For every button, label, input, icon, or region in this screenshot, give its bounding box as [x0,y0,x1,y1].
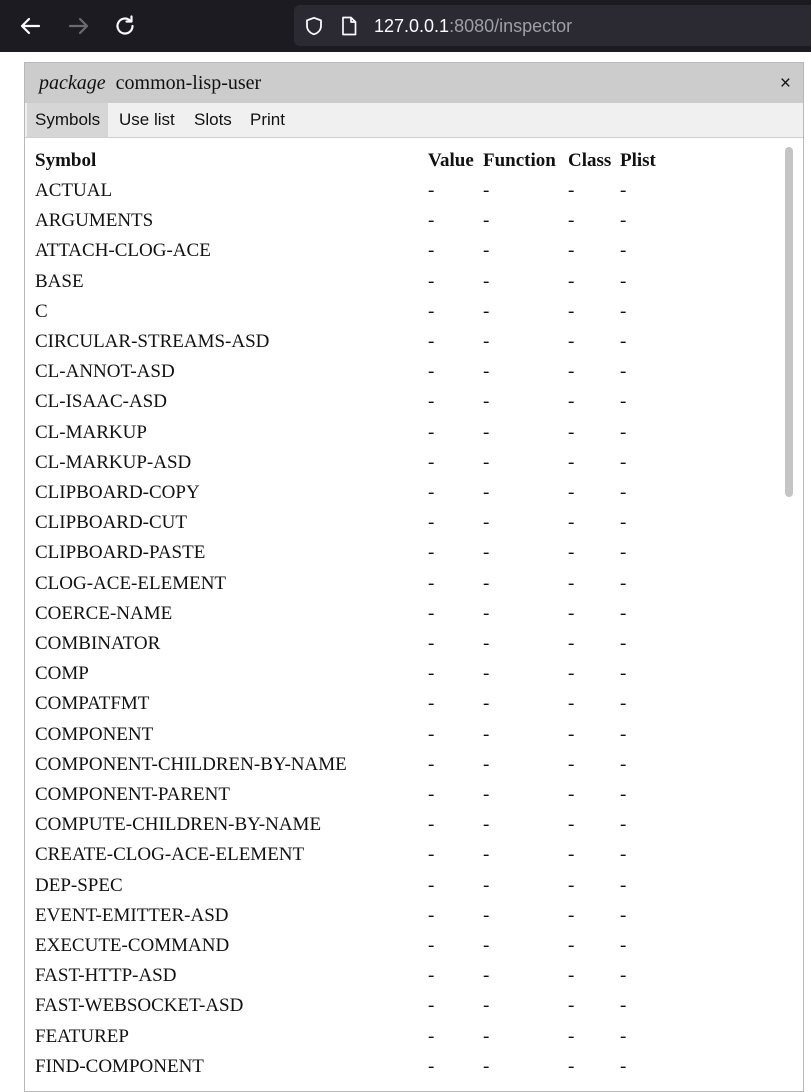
symbol-name[interactable]: COMPONENT [35,723,154,745]
value-cell: - [428,361,435,383]
function-cell: - [483,965,490,987]
symbol-name[interactable]: COERCE-NAME [35,602,173,624]
close-icon[interactable]: × [779,73,791,94]
symbol-name[interactable]: CLIPBOARD-COPY [35,482,200,503]
table-row[interactable] [25,357,785,387]
class-cell: - [568,542,575,564]
function-cell: - [483,904,490,926]
tab-bar [25,103,803,138]
table-row[interactable] [25,538,785,568]
class-cell: - [568,482,575,503]
browser-toolbar [0,0,811,52]
symbol-name[interactable]: FIND-COMPONENT [35,1055,204,1077]
function-cell: - [483,572,490,594]
symbol-name[interactable]: CLOG-ACE-ELEMENT [35,572,227,594]
symbol-name[interactable]: COMBINATOR [35,633,161,654]
value-cell: - [428,210,435,232]
url-text[interactable] [374,15,572,37]
url-host: 127.0.0.1 [374,16,450,36]
inspector-title [39,71,261,95]
symbol-name[interactable]: BASE [35,270,84,292]
symbol-name[interactable]: FAST-WEBSOCKET-ASD [35,995,244,1017]
function-cell: - [483,753,490,775]
plist-cell: - [620,240,627,262]
plist-cell: - [620,542,627,564]
column-header-symbol: Symbol [35,150,97,171]
symbol-name[interactable]: DEP-SPEC [35,874,123,896]
table-row[interactable] [25,931,785,961]
class-cell: - [568,572,575,594]
plist-cell: - [620,693,627,715]
table-row[interactable] [25,689,785,719]
value-cell: - [428,1025,435,1047]
plist-cell: - [620,1055,627,1077]
table-row[interactable] [25,991,785,1021]
plist-cell: - [620,331,627,352]
tab-use-list[interactable]: Use list [119,110,175,129]
class-cell: - [568,451,575,473]
table-row[interactable] [25,508,785,538]
table-row[interactable] [25,659,785,689]
symbol-name[interactable]: CL-MARKUP-ASD [35,451,192,473]
class-cell: - [568,602,575,624]
table-row[interactable] [25,599,785,629]
function-cell: - [483,391,490,413]
plist-cell: - [620,814,627,836]
table-row[interactable] [25,569,785,599]
plist-cell: - [620,965,627,987]
plist-cell: - [620,844,627,866]
class-cell: - [568,995,575,1017]
class-cell: - [568,1025,575,1047]
address-bar[interactable] [294,5,811,46]
title-keyword: package [39,72,106,94]
symbol-name[interactable]: CLIPBOARD-PASTE [35,542,206,564]
symbol-name[interactable]: ATTACH-CLOG-ACE [35,240,211,262]
value-cell: - [428,814,435,836]
value-cell: - [428,844,435,866]
function-cell: - [483,935,490,956]
symbol-name[interactable]: FEATUREP [35,1025,129,1047]
value-cell: - [428,512,435,534]
function-cell: - [483,270,490,292]
column-header-plist: Plist [620,150,656,171]
function-cell: - [483,602,490,624]
table-row[interactable] [25,871,785,901]
symbol-name[interactable]: COMP [35,663,89,685]
symbol-name[interactable]: COMPUTE-CHILDREN-BY-NAME [35,814,322,836]
symbol-name[interactable]: CL-ANNOT-ASD [35,361,175,383]
value-cell: - [428,482,435,503]
function-cell: - [483,663,490,685]
symbol-name[interactable]: CREATE-CLOG-ACE-ELEMENT [35,844,305,866]
table-row[interactable] [25,629,785,659]
table-row[interactable] [25,961,785,991]
class-cell: - [568,1055,575,1077]
plist-cell: - [620,904,627,926]
plist-cell: - [620,300,627,322]
tab-print[interactable]: Print [250,110,285,129]
symbol-name[interactable]: C [35,300,48,322]
tab-slots[interactable]: Slots [194,110,232,129]
value-cell: - [428,542,435,564]
table-row[interactable] [25,901,785,931]
value-cell: - [428,421,435,443]
value-cell: - [428,270,435,292]
value-cell: - [428,451,435,473]
class-cell: - [568,965,575,987]
class-cell: - [568,391,575,413]
value-cell: - [428,904,435,926]
plist-cell: - [620,482,627,503]
table-row[interactable] [25,750,785,780]
class-cell: - [568,693,575,715]
class-cell: - [568,814,575,836]
class-cell: - [568,240,575,262]
function-cell: - [483,542,490,564]
value-cell: - [428,180,435,201]
plist-cell: - [620,572,627,594]
plist-cell: - [620,1025,627,1047]
value-cell: - [428,935,435,956]
symbol-name[interactable]: CL-MARKUP [35,421,147,443]
table-row[interactable] [25,780,785,810]
plist-cell: - [620,602,627,624]
function-cell: - [483,451,490,473]
class-cell: - [568,663,575,685]
table-row[interactable] [25,176,785,206]
inspector-window [24,62,804,1092]
function-cell: - [483,361,490,383]
symbol-name[interactable]: EVENT-EMITTER-ASD [35,904,229,926]
value-cell: - [428,572,435,594]
plist-cell: - [620,391,627,413]
plist-cell: - [620,935,627,956]
table-row[interactable] [25,448,785,478]
value-cell: - [428,723,435,745]
symbol-name[interactable]: ARGUMENTS [35,210,154,232]
symbol-name[interactable]: EXECUTE-COMMAND [35,935,230,956]
function-cell: - [483,240,490,262]
class-cell: - [568,844,575,866]
class-cell: - [568,935,575,956]
table-row[interactable] [25,327,785,357]
table-row[interactable] [25,720,785,750]
plist-cell: - [620,180,627,201]
symbol-name[interactable]: CIRCULAR-STREAMS-ASD [35,331,270,352]
class-cell: - [568,270,575,292]
function-cell: - [483,512,490,534]
page-icon[interactable] [340,16,358,41]
plist-cell: - [620,210,627,232]
class-cell: - [568,723,575,745]
class-cell: - [568,300,575,322]
function-cell: - [483,814,490,836]
function-cell: - [483,331,490,352]
table-row[interactable] [25,1052,785,1082]
tab-symbols[interactable]: Symbols [27,103,108,137]
column-header-function: Function [483,150,556,171]
symbol-name[interactable]: COMPATFMT [35,693,150,715]
class-cell: - [568,180,575,201]
plist-cell: - [620,663,627,685]
forward-arrow-icon[interactable] [64,12,92,40]
function-cell: - [483,421,490,443]
symbol-name[interactable]: FAST-HTTP-ASD [35,965,177,987]
function-cell: - [483,1025,490,1047]
value-cell: - [428,602,435,624]
value-cell: - [428,1055,435,1077]
value-cell: - [428,391,435,413]
value-cell: - [428,965,435,987]
class-cell: - [568,904,575,926]
value-cell: - [428,240,435,262]
function-cell: - [483,1055,490,1077]
reload-icon[interactable] [111,12,139,40]
value-cell: - [428,874,435,896]
table-row[interactable] [25,267,785,297]
value-cell: - [428,331,435,352]
table-row[interactable] [25,206,785,236]
plist-cell: - [620,995,627,1017]
table-row[interactable] [25,478,785,508]
class-cell: - [568,784,575,805]
table-row[interactable] [25,840,785,870]
symbol-name[interactable]: COMPONENT-CHILDREN-BY-NAME [35,753,347,775]
symbols-table [25,139,803,1091]
table-header [25,146,785,176]
plist-cell: - [620,361,627,383]
scrollbar-thumb[interactable] [785,147,793,497]
value-cell: - [428,633,435,654]
plist-cell: - [620,451,627,473]
function-cell: - [483,723,490,745]
table-row[interactable] [25,1022,785,1052]
function-cell: - [483,300,490,322]
plist-cell: - [620,421,627,443]
table-row[interactable] [25,810,785,840]
table-row[interactable] [25,236,785,266]
symbol-name[interactable]: CL-ISAAC-ASD [35,391,167,413]
class-cell: - [568,753,575,775]
title-package-name: common-lisp-user [115,72,262,94]
plist-cell: - [620,512,627,534]
class-cell: - [568,421,575,443]
table-row[interactable] [25,418,785,448]
symbol-name[interactable]: CLIPBOARD-CUT [35,512,188,534]
value-cell: - [428,300,435,322]
class-cell: - [568,210,575,232]
plist-cell: - [620,723,627,745]
value-cell: - [428,693,435,715]
class-cell: - [568,512,575,534]
function-cell: - [483,210,490,232]
inspector-title-bar[interactable] [25,63,803,103]
class-cell: - [568,331,575,352]
plist-cell: - [620,633,627,654]
class-cell: - [568,874,575,896]
value-cell: - [428,663,435,685]
plist-cell: - [620,784,627,805]
column-header-class: Class [568,150,612,171]
shield-icon[interactable] [304,16,324,41]
value-cell: - [428,753,435,775]
symbol-name[interactable]: ACTUAL [35,180,113,201]
function-cell: - [483,844,490,866]
table-row[interactable] [25,297,785,327]
function-cell: - [483,784,490,805]
class-cell: - [568,361,575,383]
function-cell: - [483,995,490,1017]
plist-cell: - [620,270,627,292]
back-arrow-icon[interactable] [17,12,45,40]
plist-cell: - [620,874,627,896]
function-cell: - [483,180,490,201]
function-cell: - [483,633,490,654]
column-header-value: Value [428,150,474,171]
url-path: :8080/inspector [449,16,573,36]
class-cell: - [568,633,575,654]
function-cell: - [483,693,490,715]
function-cell: - [483,482,490,503]
value-cell: - [428,995,435,1017]
value-cell: - [428,784,435,805]
plist-cell: - [620,753,627,775]
table-row[interactable] [25,387,785,417]
symbol-name[interactable]: COMPONENT-PARENT [35,784,230,805]
function-cell: - [483,874,490,896]
